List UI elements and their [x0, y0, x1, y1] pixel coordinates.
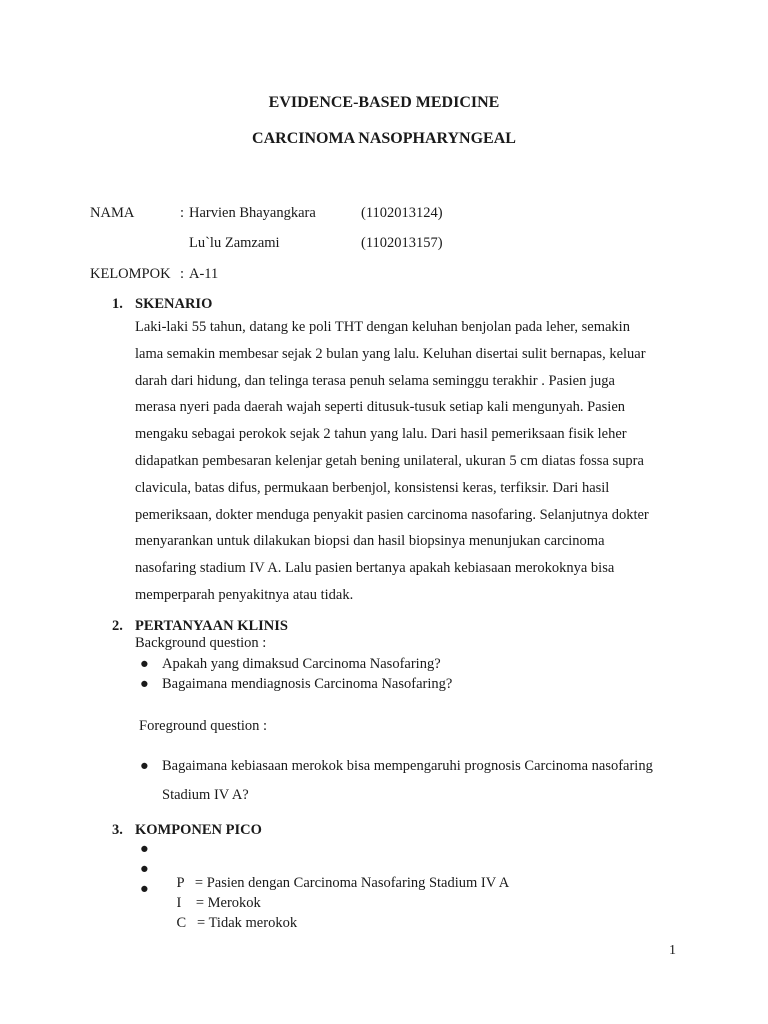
foreground-question-label: Foreground question :	[139, 718, 268, 734]
bullet-icon: ●	[140, 676, 149, 692]
scenario-line: darah dari hidung, dan telinga terasa penuh selama seminggu terakhir . Pasien juga	[135, 372, 615, 389]
scenario-line: merasa nyeri pada daerah wajah seperti ditusuk-tusuk setiap kali mengunyah. Pasien	[135, 399, 626, 416]
bullet-icon: ●	[140, 656, 149, 672]
kelompok-separator: :	[180, 266, 185, 282]
section-3-title: KOMPONEN PICO	[135, 822, 262, 838]
member2-name: Lu`lu Zamzami	[189, 235, 280, 251]
bullet-icon: ●	[140, 861, 149, 877]
list-item-continuation: Stadium IV A?	[162, 787, 249, 803]
bullet-icon: ●	[140, 841, 149, 857]
scenario-line: mengaku sebagai perokok sejak 2 tahun yang lalu. Dari hasil pemeriksaan fisik leher	[135, 426, 627, 443]
member2-id: (1102013157)	[361, 235, 443, 251]
page-number: 1	[669, 943, 676, 958]
section-1-number: 1.	[112, 296, 123, 312]
list-item	[140, 758, 653, 775]
bullet-icon: ●	[140, 758, 149, 774]
list-item-text: Apakah yang dimaksud Carcinoma Nasofaring?	[162, 656, 441, 672]
document-title: EVIDENCE-BASED MEDICINE	[268, 94, 500, 111]
list-item	[140, 676, 453, 693]
list-item-text: Bagaimana mendiagnosis Carcinoma Nasofaring?	[162, 676, 453, 692]
pico-c: C = Tidak merokok	[176, 915, 298, 931]
scenario-line: clavicula, batas difus, permukaan berbenjol, konsistensi keras, terfiksir. Dari hasil	[135, 479, 610, 496]
kelompok-label: KELOMPOK	[90, 266, 171, 282]
pico-i: I = Merokok	[176, 895, 261, 911]
scenario-line: nasofaring stadium IV A. Lalu pasien bertanya apakah kebiasaan merokoknya bisa	[135, 560, 615, 577]
kelompok-value: A-11	[189, 266, 219, 282]
document-subtitle: CARCINOMA NASOPHARYNGEAL	[252, 130, 516, 147]
member1-id: (1102013124)	[361, 205, 443, 221]
scenario-line: pemeriksaan, dokter menduga penyakit pasien carcinoma nasofaring. Selanjutnya dokter	[135, 506, 649, 523]
list-item	[140, 881, 298, 949]
nama-label: NAMA	[90, 205, 135, 221]
member1-name: Harvien Bhayangkara	[189, 205, 316, 221]
list-item	[140, 656, 441, 673]
scenario-paragraph	[135, 314, 675, 609]
scenario-line: Laki-laki 55 tahun, datang ke poli THT dengan keluhan benjolan pada leher, semakin	[135, 319, 630, 335]
bullet-icon: ●	[140, 881, 149, 897]
section-1-title: SKENARIO	[135, 296, 213, 312]
nama-separator: :	[180, 205, 185, 221]
scenario-line: didapatkan pembesaran kelenjar getah bening unilateral, ukuran 5 cm diatas fossa supra	[135, 452, 644, 469]
scenario-line: menyarankan untuk dilakukan biopsi dan hasil biopsinya menunjukan carcinoma	[135, 533, 605, 550]
section-2-title: PERTANYAAN KLINIS	[135, 618, 288, 634]
background-question-label: Background question :	[135, 635, 267, 651]
section-2-number: 2.	[112, 618, 123, 634]
list-item-text: Bagaimana kebiasaan merokok bisa mempengaruhi prognosis Carcinoma nasofaring	[162, 758, 653, 774]
scenario-line: lama semakin membesar sejak 2 bulan yang lalu. Keluhan disertai sulit bernapas, keluar	[135, 345, 646, 362]
pico-p: P = Pasien dengan Carcinoma Nasofaring Stadium IV A	[176, 875, 510, 891]
scenario-line: memperparah penyakitnya atau tidak.	[135, 586, 354, 603]
section-3-number: 3.	[112, 822, 123, 838]
